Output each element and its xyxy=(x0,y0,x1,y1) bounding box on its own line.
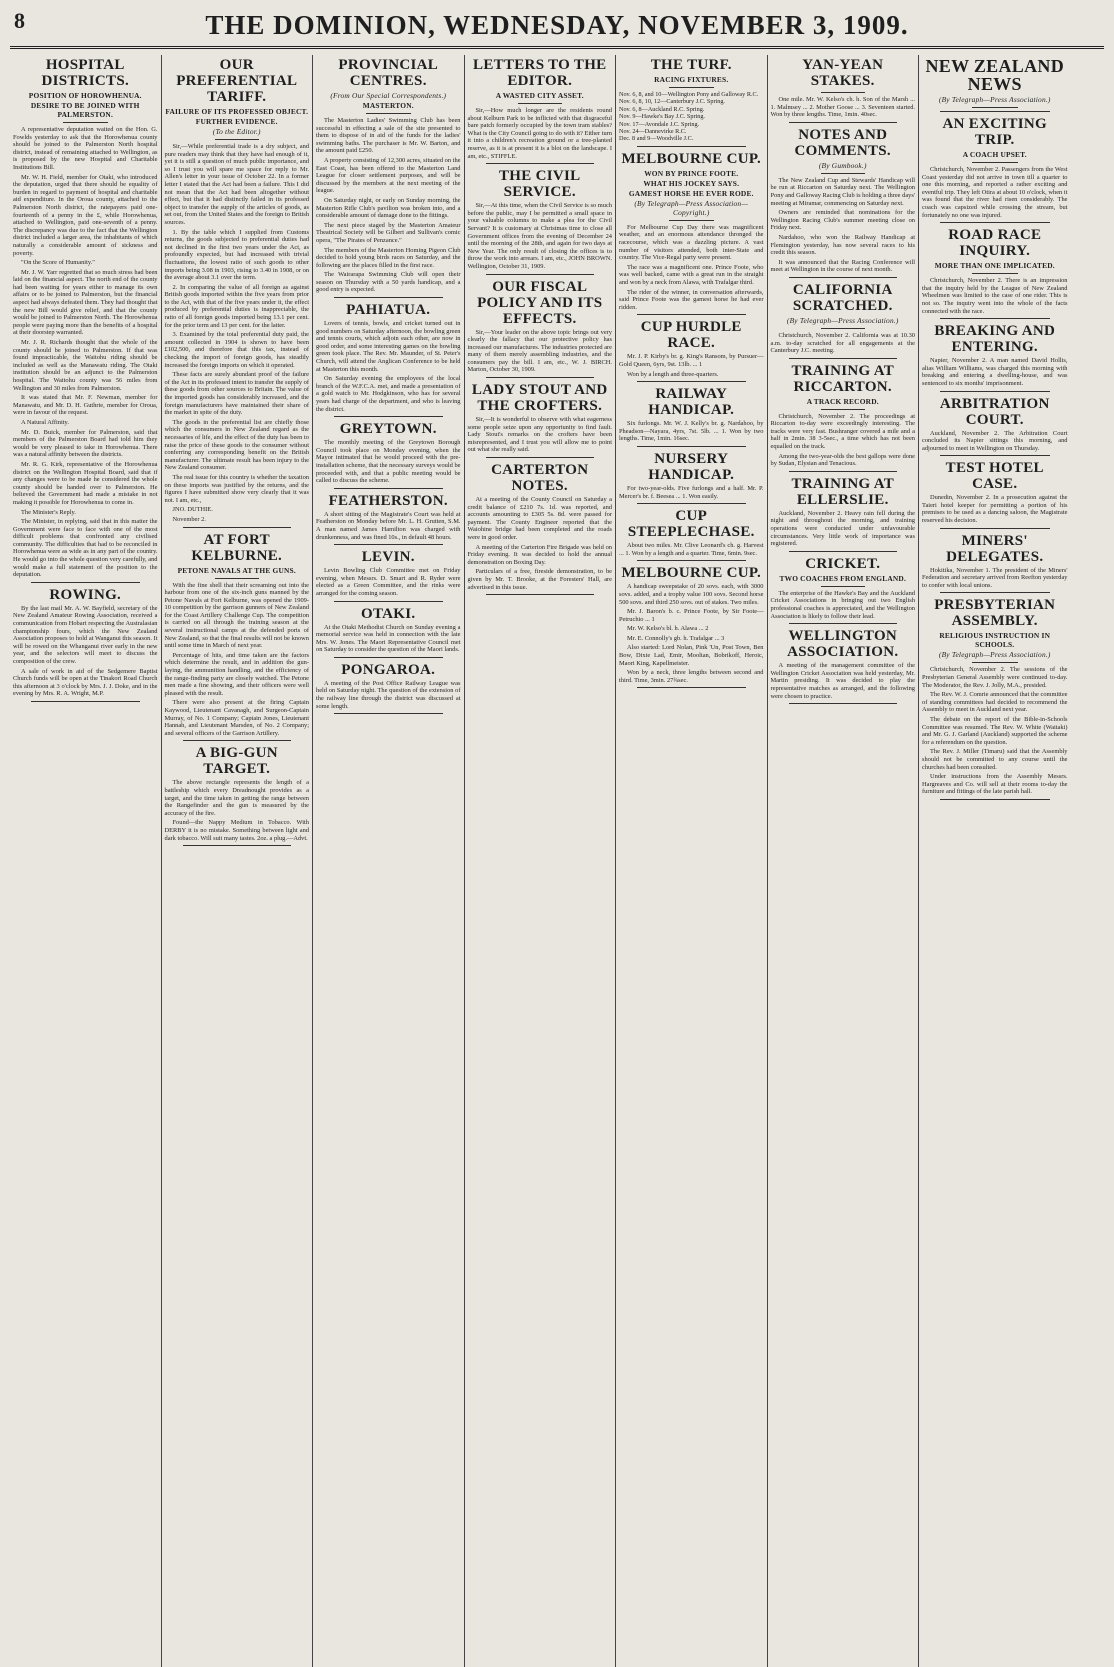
article-paragraph: The debate on the report of the Bible-in-Schools Committee was resumed. The Rev. W. White (Waitaki) and Mr. G. J. Garland (Auckland) supported the scheme for a referendum on the question. xyxy=(922,716,1068,746)
column-1 xyxy=(10,55,162,1667)
article-subheading: (By Telegraph—Press Association.) xyxy=(938,650,1051,660)
divider-rule xyxy=(637,687,746,688)
article-paragraph: Mr. W. Kelso's bl. h. Alawa ... 2 xyxy=(627,625,709,633)
divider-rule xyxy=(789,358,898,359)
article-paragraph: Also started: Lord Nolan, Pink 'Un, Post Town, Ben Bow, Dixie Lad, Emir, Mooltan, Bobrikoff, Heroic, Maori King, Kapellmeister. xyxy=(619,644,764,667)
article-paragraph: A sale of work in aid of the Sedgemere Baptist Church funds will be open at the Tinakori Road Church this afternoon at 3 o'clock by Mrs. J. J. Doke, and in the evening by Mrs. R. A. Wright, M.P. xyxy=(13,667,158,698)
article-heading: CUP HURDLE RACE. xyxy=(640,319,742,352)
divider-rule xyxy=(637,314,746,315)
divider-rule xyxy=(31,701,140,702)
article-heading: MINERS' DELEGATES. xyxy=(946,532,1044,565)
divider-rule xyxy=(183,740,292,741)
article-subheading: PETONE NAVALS AT THE GUNS. xyxy=(177,565,296,575)
article-paragraph: At the Otaki Methodist Church on Sunday evening a memorial service was held in connection with the late Mrs. W. Jones. The Maori Representative Council met on Saturday to consider the question of the Maori lands. xyxy=(316,623,461,654)
divider-rule xyxy=(669,220,714,221)
article-paragraph: Christchurch, November 2. There is an impression that the inquiry held by the League of New Zealand Wheelmen was limited to the case of one rider. This is not so. The inquiry went into the whole of the facts connected with the race. xyxy=(922,277,1068,315)
article-subheading: FAILURE OF ITS PROFESSED OBJECT. xyxy=(165,107,309,116)
divider-rule xyxy=(31,582,140,583)
article-paragraph: A meeting of the management committee of the Wellington Cricket Association was held yesterday, Mr. Martin presiding. It was decided to play the representative matches as arranged, and the following were chosen to practice. xyxy=(770,662,915,700)
article-paragraph: Mr. R. G. Kirk, representative of the Horowhenua district on the Wellington Hospital Board, said that if any changes were to be made he considered the whole county should be handed over to Palmerston. He believed the Government had made a mistake in not making it possible for Horowhenua to come in. xyxy=(13,460,158,506)
article-paragraph: The Minister, in replying, said that in this matter the Government were face to face with one of the most difficult problems that confronted any civilised community. The difficulties that had to be reconciled in Horowhenua were as wide as in any part of the country. He would go into the whole question very carefully, and would make a full statement of the position to the deputation. xyxy=(13,518,158,579)
divider-rule xyxy=(334,416,443,417)
article-paragraph: Mr. E. Connolly's gb. h. Trafalgar ... 3 xyxy=(627,634,725,642)
newspaper-title: THE DOMINION, WEDNESDAY, NOVEMBER 3, 1909. xyxy=(205,9,909,40)
article xyxy=(165,532,310,742)
article-paragraph: Found—the Nappy Medium in Tobacco. With DERBY it is no mistake. Something between light and dark tobacco. Will suit many tastes. 2oz. a plug.—Advt. xyxy=(164,819,309,842)
article-paragraph: The goods in the preferential list are chiefly those which the consumers in New Zealand regard as the necessaries of life, and the effect of the duty has been to raise the price of these goods to the consumer without conferring any corresponding benefit on the British manufacturer. The ultimate result has been injury to the New Zealand consumer. xyxy=(164,418,309,472)
divider-rule xyxy=(940,222,1050,223)
article-heading: A BIG-GUN TARGET. xyxy=(195,745,278,778)
article xyxy=(316,662,461,714)
fixture-line: Nov. 6, 8, and 10—Wellington Pony and Galloway R.C. xyxy=(619,91,759,98)
article-subheading: GAMEST HORSE HE EVER RODE. xyxy=(628,188,754,198)
column-4 xyxy=(465,55,617,1667)
fixture-line: Nov. 17—Avondale J.C. Spring. xyxy=(619,120,700,128)
article-paragraph: About two miles. Mr. Clive Leonard's ch. g. Harvest ... 1. Won by a length and a quarter. Time, 6min. 9sec. xyxy=(619,542,764,557)
article-paragraph: Napier, November 2. A man named David Hollis, alias William Williams, was charged this morning with breaking and entering a dwelling-house, and was sentenced to six months' imprisonment. xyxy=(922,357,1068,387)
article-subheading: A COACH UPSET. xyxy=(962,150,1027,159)
divider-rule xyxy=(366,113,411,114)
article-subheading: FURTHER EVIDENCE. xyxy=(195,117,278,126)
article-paragraph: One mile. Mr. W. Kelso's ch. h. Son of the Marsh ... 1. Malmsey ... 2. Mother Goose ... 3. Seventeen started. Won by three lengths. Time, 1min. 40sec. xyxy=(770,96,915,119)
divider-rule xyxy=(215,139,260,140)
article-heading: TEST HOTEL CASE. xyxy=(945,460,1044,493)
article-paragraph: Auckland, November 2. Heavy rain fell during the night and throughout the morning, and training operations were conducted under unfavourable circumstances. Very little work of importance was registered. xyxy=(770,509,915,548)
article-paragraph: Levin Bowling Club Committee met on Friday evening, when Messrs. D. Smart and R. Ryder were elected as a Green Committee, and the rinks were arranged for the coming season. xyxy=(316,567,461,597)
article-heading: CARTERTON NOTES. xyxy=(491,462,589,495)
article-paragraph: 3. Examined by the total preferential duty paid, the amount collected in 1904 is shown to have been £102,500, and therefore that this tax, instead of checking the import of foreign goods, has steadily increased the foreign imports on which it operated. xyxy=(164,331,309,369)
divider-rule xyxy=(789,277,898,278)
divider-rule xyxy=(940,391,1050,392)
article-heading: THE TURF. xyxy=(650,57,732,73)
divider-rule xyxy=(821,586,866,587)
article-heading: ARBITRATION COURT. xyxy=(939,395,1050,428)
article-heading: OUR FISCAL POLICY AND ITS EFFECTS. xyxy=(477,278,603,327)
article-heading: LETTERS TO THE EDITOR. xyxy=(473,57,607,89)
article-paragraph: Among the two-year-olds the best gallops were done by Sudan, Elysian and Tenacious. xyxy=(770,452,915,468)
article-paragraph: Sir,—While preferential trade is a dry subject, and pure readers may think that they have had enough of it, yet it is still a question of much public importance, and so I trust you will spare me space for reply to Mr. Allen's letter in your issue of October 22. In a former letter I stated that the Act had been a failure. This I did not mean that the Act had been altogether without effect, but that it had distinctly failed in its professed object to transfer the supply of the articles of goods, as set out, from the United States and the foreign to British sources. xyxy=(164,143,309,226)
article xyxy=(922,533,1068,594)
article-paragraph: Hokitika, November 1. The president of the Miners' Federation and secretary arrived from Reefton yesterday to confer with local unions. xyxy=(922,566,1068,589)
fixture-line: Nov. 6, 8—Auckland R.C. Spring. xyxy=(619,105,705,113)
article xyxy=(468,279,613,379)
divider-rule xyxy=(518,103,563,104)
article-heading: PROVINCIAL CENTRES. xyxy=(338,57,439,89)
article-subheading: WON BY PRINCE FOOTE. xyxy=(644,168,739,178)
divider-rule xyxy=(789,551,898,552)
divider-rule xyxy=(334,657,443,658)
article-subheading: (To the Editor.) xyxy=(212,127,261,136)
article-subheading: MASTERTON. xyxy=(362,101,414,110)
article xyxy=(316,302,461,417)
page-number: 8 xyxy=(14,8,25,33)
article xyxy=(619,565,764,688)
article-paragraph: 1. By the table which I supplied from Customs returns, the goods subjected to preferential duties had not declined in the first two years under the Act, as profoundly expected, but had increased with trivial fluctuations, the lowest ratio of such goods to other imports being 3.08 in 1903, rising to 3.40 in 1908, or on the average about 3.1 over the term. xyxy=(164,228,309,282)
article-paragraph: November 2. xyxy=(172,515,206,523)
columns-container xyxy=(10,55,1104,1667)
article-paragraph: The race was a magnificent one. Prince Foote, who was well backed, came with a great run in the straight and won by a neck from Alawa, with Trafalgar third. xyxy=(619,263,764,286)
article xyxy=(468,382,613,458)
article-paragraph: A representative deputation waited on the Hon. G. Fowlds yesterday to ask that the Horowhenua county should be joined to the Palmerston North hospital district, instead of remaining attached to Wellington, as is proposed by the new Hospital and Charitable Institutions Bill. xyxy=(13,126,158,171)
article-paragraph: Mr. J. R. Richards thought that the whole of the county should be joined to Palmerston. If that was found impracticable, the Waitohu riding should be included as well as the Manawatu riding. The Otaki institution should be an adjunct to the Palmerston hospital. The Waitohu county was 56 miles from Wellington and 30 miles from Palmerston. xyxy=(13,339,158,392)
article xyxy=(13,587,158,702)
divider-rule xyxy=(940,455,1050,456)
divider-rule xyxy=(63,122,108,123)
article-paragraph: The real issue for this country is whether the taxation on these imports was justified by the returns, and the figures I have submitted show very clearly that it was not. I am, etc., xyxy=(164,473,309,504)
article-paragraph: Sir,—At this time, when the Civil Service is so much before the public, may I be permitted a small space in your valuable columns to make a plea for the Civil Servant? It is customary at Christmas time to close all Government offices from the evening of December 24 until the morning of the 28th, and again for two days at New Year. The only result of closing the offices is to throw the work into arrears. I am, etc., JOHN BROWN. Wellington, October 31, 1909. xyxy=(467,202,612,270)
article-paragraph: With the fine shell that their screaming out into the harbour from one of the six-inch guns manned by the Petone Navals at Fort Kelburne, was opened the 1909-10 competition by the garrison gunners of New Zealand for the Coast Artillery Challenge Cup. The competition is carried on all through the training season at the several instructional camps at the defended ports of New Zealand, so that the final results will not be known until some time in March of next year. xyxy=(164,581,309,650)
column-3 xyxy=(313,55,465,1667)
divider-rule xyxy=(637,146,746,147)
article-subheading: (By Telegraph—Press Association.) xyxy=(786,315,899,325)
article-paragraph: Christchurch, November 2. California was at 10.30 a.m. to-day scratched for all engagements at the Canterbury J.C. meeting. xyxy=(770,331,915,355)
article-paragraph: Auckland, November 2. The Arbitration Court concluded its Napier sittings this morning, and adjourned to meet in Wellington on Thursday. xyxy=(922,429,1068,452)
article-paragraph: A Natural Affinity. xyxy=(21,418,69,426)
article-heading: CRICKET. xyxy=(805,555,881,572)
article-paragraph: The Rev. W. J. Comrie announced that the committee of standing committees had decided to recommend the Assembly to meet in Auckland next year. xyxy=(922,691,1068,714)
article xyxy=(468,168,613,274)
divider-rule xyxy=(637,381,746,382)
article xyxy=(619,508,764,561)
divider-rule xyxy=(334,297,443,298)
article-heading: NOTES AND COMMENTS. xyxy=(794,126,891,159)
article xyxy=(619,151,764,316)
divider-rule xyxy=(972,162,1018,163)
article xyxy=(922,460,1068,528)
article-heading: CUP STEEPLECHASE. xyxy=(627,508,755,541)
article-paragraph: On Saturday evening the employees of the local branch of the W.F.C.A. met, and made a presentation of a gold watch to Mr. Hodgkinson, who has for several years had charge of the department, and who is leaving the district. xyxy=(316,375,461,413)
article-paragraph: Mr. W. H. Field, member for Otaki, who introduced the deputation, urged that there should be equality of burden in regard to payment of hospital and charitable aid expenditure. In the Oroua county, attached to the Palmerston North district, the ratepayers paid one-fourteenth of a penny in the £, while Horowhenua, attached to Wellington, paid one-seventh of a penny. The discrepancy was due to the fact that the Wellington district included a larger area, the inhabitants of which naturally a considerable amount of sickness and poverty. xyxy=(13,173,158,257)
divider-rule xyxy=(972,662,1018,663)
article xyxy=(771,282,916,359)
divider-rule xyxy=(669,87,714,88)
article-paragraph: Mr. J. Baron's b. c. Prince Foote, by Sir Foote—Petruchio ... 1 xyxy=(619,608,764,623)
divider-rule xyxy=(940,318,1050,319)
article-heading: ROAD RACE INQUIRY. xyxy=(948,227,1042,260)
article-heading: TRAINING AT RICCARTON. xyxy=(791,362,895,395)
article-heading: OUR PREFERENTIAL TARIFF. xyxy=(176,57,298,105)
article xyxy=(771,556,916,624)
article-paragraph: A property consisting of 12,300 acres, situated on the East Coast, has been offered to the Masterton Land League for closer settlement purposes, and will be discussed by the members at the next meeting of the league. xyxy=(316,156,461,195)
article-heading: LADY STOUT AND THE CROFTERS. xyxy=(471,382,608,415)
article-heading: LEVIN. xyxy=(361,549,415,566)
article-paragraph: The enterprise of the Hawke's Bay and the Auckland Cricket Associations in bringing out two English professional coaches is appreciated, and the Wellington Association is likely to follow their lead. xyxy=(770,589,915,620)
article-paragraph: The New Zealand Cup and Stewards' Handicap will be run at Riccarton on Saturday next. The Wellington Pony and Galloway Racing Club is holding a three days' meeting at Miramar, commencing on Saturday next. xyxy=(770,176,915,207)
article-subheading: (By Gumbook.) xyxy=(818,160,867,170)
fixture-line: Nov. 9—Hawke's Bay J.C. Spring. xyxy=(619,113,705,121)
article-subheading: (From Our Special Correspondents.) xyxy=(330,91,447,100)
divider-rule xyxy=(334,601,443,602)
divider-rule xyxy=(334,544,443,545)
article-subheading: DESIRE TO BE JOINED WITH PALMERSTON. xyxy=(30,101,140,119)
divider-rule xyxy=(183,527,292,528)
divider-rule xyxy=(486,377,595,378)
article-heading: WELLINGTON ASSOCIATION. xyxy=(787,628,899,661)
article-heading: OTAKI. xyxy=(361,605,416,622)
article xyxy=(316,606,461,658)
article-paragraph: It was announced that the Racing Conference will meet at Wellington in the course of next month. xyxy=(770,258,915,274)
article-paragraph: JNO. DUTHIE. xyxy=(172,506,213,514)
article xyxy=(922,396,1068,457)
article-paragraph: Won by a length and three-quarters. xyxy=(627,370,719,378)
article-paragraph: It was stated that Mr. F. Newman, member for Manawatu, and Mr. D. H. Guthrie, member for Oroua, were in favour of the request. xyxy=(13,394,158,417)
article-heading: PAHIATUA. xyxy=(346,302,431,319)
article-paragraph: A handicap sweepstake of 20 sovs. each, with 3000 sovs. added, and a trophy value 100 sovs. Second horse 500 sovs. and third 250 sovs. out of stakes. Two miles. xyxy=(619,583,764,606)
article-paragraph: The next piece staged by the Masterton Amateur Theatrical Society will be Gilbert and Sullivan's comic opera, "The Pirates of Penzance." xyxy=(316,221,461,244)
article xyxy=(316,549,461,601)
article-paragraph: Nardahoo, who won the Railway Handicap at Flemington yesterday, has now several races to his credit this season. xyxy=(770,233,915,257)
column-5 xyxy=(616,55,768,1667)
article-paragraph: On Saturday night, or early on Sunday morning, the Masterton Rifle Club's pavilion was broken into, and a considerable amount of damage done to the fittings. xyxy=(316,196,461,220)
article-heading: PONGAROA. xyxy=(341,661,436,678)
article xyxy=(771,628,916,704)
divider-rule xyxy=(821,328,866,329)
article-subheading: A TRACK RECORD. xyxy=(806,396,879,406)
article-heading: THE CIVIL SERVICE. xyxy=(499,168,581,201)
divider-rule xyxy=(486,594,595,595)
article xyxy=(771,57,916,123)
article-paragraph: A meeting of the Carterton Fire Brigade was held on Friday evening. It was decided to hold the annual demonstration on Boxing Day. xyxy=(467,543,612,566)
divider-rule xyxy=(183,845,292,846)
article-heading: GREYTOWN. xyxy=(339,421,437,438)
article xyxy=(316,421,461,489)
article-paragraph: The Rev. J. Miller (Timaru) said that the Assembly should not be committed to any course until the churches had been consulted. xyxy=(922,748,1068,771)
article xyxy=(619,57,764,147)
article xyxy=(922,597,1068,800)
divider-rule xyxy=(821,409,866,410)
article-subheading: (By Telegraph—Press Association—Copyright.) xyxy=(634,198,749,217)
article-heading: AT FORT KELBURNE. xyxy=(191,531,283,564)
divider-rule xyxy=(789,471,898,472)
article-paragraph: The Masterton Ladies' Swimming Club has been successful in effecting a sale of the site presented to them to dispose of in aid of the funds for the ladies' swimming baths. The purchaser is Mr. W. Barton, and the amount paid £250. xyxy=(316,117,461,155)
divider-rule xyxy=(637,560,746,561)
article-paragraph: Sir,—How much longer are the residents round about Kelburn Park to be inflicted with that disgraceful bare patch formerly occupied by the town tram stables? What is the City Council going to do with it? Either turn it into a children's recreation ground or a tree-planted reserve, as it is at present it is a blot on the landscape. I am, etc., STIFFLE. xyxy=(467,107,612,160)
article xyxy=(922,323,1068,391)
article-heading: CALIFORNIA SCRATCHED. xyxy=(792,281,893,314)
article xyxy=(922,227,1068,319)
article-heading: MELBOURNE CUP. xyxy=(621,150,761,167)
article xyxy=(619,451,764,504)
article xyxy=(619,386,764,447)
divider-rule xyxy=(940,799,1050,800)
article-heading: PRESBYTERIAN ASSEMBLY. xyxy=(934,597,1056,630)
column-6 xyxy=(768,55,920,1667)
divider-rule xyxy=(789,703,898,704)
article-subheading: A WASTED CITY ASSET. xyxy=(495,91,584,100)
article-subheading: MORE THAN ONE IMPLICATED. xyxy=(934,261,1055,271)
article-subheading: (By Telegraph—Press Association.) xyxy=(938,95,1051,104)
divider-rule xyxy=(486,274,595,275)
column-7 xyxy=(919,55,1071,1667)
article-paragraph: For Melbourne Cup Day there was magnificent weather, and an enormous attendance thronged the racecourse, which was a dazzling picture. A vast number of visitors attended, both inter-State and country. The Vice-Regal party were present. xyxy=(619,223,764,262)
article-paragraph: Sir,—Your leader on the above topic brings out very clearly the fallacy that our protective policy has increased our manufactures. The industries protected are many of them merely assembling industries, and the consumers pay the bill. I am, etc., W. J. BIRCH. Marton, October 30, 1909. xyxy=(467,328,612,374)
article-paragraph: The Minister's Reply. xyxy=(21,508,76,516)
article xyxy=(13,57,158,583)
article-paragraph: There were also present at the firing Captain Kaywood, Lieutenant Cavanagh, and Surgeon-Captain Murray, of No. 1 Company; Captain Jones, Lieutenant Hannah, and Lieutenant Marsden, of No. 2 Company; and several officers of the Garrison Artillery. xyxy=(164,699,309,737)
article-paragraph: Six furlongs. Mr. W. J. Kelly's br. g. Nardahoo, by Pheadson—Nayara, 4yrs, 7st. 5lb. ... 1. Won by two lengths. Time, 1min. 16sec. xyxy=(619,420,764,443)
article-heading: RAILWAY HANDICAP. xyxy=(648,386,735,419)
article xyxy=(468,462,613,595)
article-heading: MELBOURNE CUP. xyxy=(621,565,761,582)
divider-rule xyxy=(821,92,866,93)
divider-rule xyxy=(940,592,1050,593)
divider-rule xyxy=(486,163,595,164)
divider-rule xyxy=(789,122,898,123)
divider-rule xyxy=(334,488,443,489)
divider-rule xyxy=(215,578,260,579)
divider-rule xyxy=(821,173,866,174)
divider-rule xyxy=(972,107,1018,108)
article-paragraph: Owners are reminded that nominations for the Wellington Racing Club's summer meeting close on Friday next. xyxy=(770,209,915,232)
article-heading: NURSERY HANDICAP. xyxy=(648,450,735,483)
article xyxy=(316,57,461,298)
article-heading: NEW ZEALAND NEWS xyxy=(925,56,1064,94)
article-paragraph: At a meeting of the County Council on Saturday a credit balance of £210 7s. 1d. was reported, and accounts amounting to £305 5s. 8d. were passed for payment. The County Engineer reported that the Waiohine bridge had been completed and the roads were in good order. xyxy=(467,496,612,541)
article xyxy=(468,57,613,164)
article-paragraph: "On the Score of Humanity." xyxy=(21,259,95,267)
article-subheading: WHAT HIS JOCKEY SAYS. xyxy=(643,178,740,188)
article-paragraph: For two-year-olds. Five furlongs and a half. Mr. P. Mercer's br. f. Beesea ... 1. Won easily. xyxy=(619,484,764,500)
article xyxy=(165,57,310,528)
article-paragraph: Percentage of hits, and time taken are the factors which determine the result, and in addition the gun-laying, the ammunition handling, and the efficiency of the range-finding party are closely watched. The Petone men made a fine showing, and their officers were well pleased with the result. xyxy=(164,651,309,697)
column-2 xyxy=(162,55,314,1667)
article-heading: YAN-YEAN STAKES. xyxy=(802,57,884,89)
article-paragraph: Christchurch, November 2. The proceedings at Riccarton to-day were exceedingly interesting. The tracks were very fast. Bushranger covered a mile and a half in 2min. 38 3-5sec., a time which has not been equalled on the track. xyxy=(770,412,915,451)
article xyxy=(619,319,764,382)
article-paragraph: These facts are surely abundant proof of the failure of the Act in its professed intent to transfer the supply of these goods from other sources to Britain. The value of the imported goods has considerably increased, and the foreign manufacturers have maintained their share of the market in spite of the duty. xyxy=(164,371,309,417)
article-paragraph: Particulars of a free, fireside demonstration, to be given by Mr. T. Brooke, at the Foresters' Hall, are advertised in this issue. xyxy=(467,568,612,591)
article-paragraph: The Wairarapa Swimming Club will open their season on Thursday with a 50 yards handicap, and a good entry is expected. xyxy=(316,271,461,294)
article-paragraph: A short sitting of the Magistrate's Court was held at Featherston on Monday before Mr. L. H. Grutten, S.M. A man named James Hamilton was charged with drunkenness, and was fined 10s., in default 48 hours. xyxy=(316,510,461,541)
article xyxy=(771,476,916,552)
article-paragraph: Lovers of tennis, bowls, and cricket turned out in good numbers on Saturday afternoon, the bowling green and tennis courts, which adjoin each other, are now in good order, and some interesting games on the bowling green took place. The Rev. Mr. Maunder, of St. Peter's Church, will attend the Anglican Conference to be held at Masterton this month. xyxy=(316,320,461,373)
divider-rule xyxy=(789,623,898,624)
article xyxy=(771,363,916,472)
article-subheading: RACING FIXTURES. xyxy=(654,75,729,84)
article-paragraph: 2. In comparing the value of all foreign as against British goods imported within the five years from prior to the Act, with that of the five years under it, the effect produced by preferential duties is inappreciable, the ratio of all foreign goods imported being 13.1 per cent. for the prior term and 13 per cent. for the latter. xyxy=(164,283,309,329)
divider-rule xyxy=(940,528,1050,529)
article-heading: AN EXCITING TRIP. xyxy=(942,116,1048,148)
article-paragraph: Mr. J. P. Kirby's br. g. King's Ransom, by Pursuer—Gold Queen, 6yrs, 9st. 13lb. ... 1 xyxy=(619,353,764,368)
fixture-line: Nov. 6, 8, 10, 12—Canterbury J.C. Spring. xyxy=(619,98,725,106)
article-heading: BREAKING AND ENTERING. xyxy=(934,323,1056,356)
article-paragraph: A meeting of the Post Office Railway League was held on Saturday night. The question of the extension of the railway line through the district was discussed at some length. xyxy=(316,679,461,710)
divider-rule xyxy=(972,273,1018,274)
article-paragraph: Under instructions from the Assembly Messrs. Hargreaves and Co. will sell at their rooms to-day the furniture and fittings of the late parish hall. xyxy=(922,773,1068,796)
fixture-line: Dec. 8 and 9—Woodville J.C. xyxy=(619,135,694,143)
divider-rule xyxy=(637,446,746,447)
divider-rule xyxy=(637,503,746,504)
article-heading: TRAINING AT ELLERSLIE. xyxy=(791,475,895,508)
article-paragraph: Won by a neck, three lengths between second and third. Time, 3min. 27¾sec. xyxy=(619,669,764,684)
article-subheading: RELIGIOUS INSTRUCTION IN SCHOOLS. xyxy=(939,631,1051,650)
article-subheading: POSITION OF HOROWHENUA. xyxy=(28,91,142,100)
article-paragraph: Christchurch, November 2. Passengers from the West Coast yesterday did not arrive in town till a quarter to one this morning, and reported a rather exciting and eventful trip. They left Otira at about 10 o'clock, when it was found that the river had risen considerably. The coach was capsized while crossing the stream, but fortunately no one was injured. xyxy=(922,166,1068,219)
article xyxy=(165,745,310,846)
article-heading: FEATHERSTON. xyxy=(328,492,448,509)
article-paragraph: Mr. J. W. Yarr regretted that so much stress had been laid on the financial aspect. The north end of the county had been waiting for years either to manage its own affairs or to be joined to Palmerston, but the financial aspect had always defeated them. They had thought that the new Bill would give relief, and that the county would be joined to Palmerston North. The Horowhenua people were paying more than the benefits of a hospital at their doorstep warranted. xyxy=(13,268,158,337)
article-subheading: TWO COACHES FROM ENGLAND. xyxy=(779,573,907,583)
article-paragraph: The rider of the winner, in conversation afterwards, said Prince Foote was the gamest horse he had ever ridden. xyxy=(619,288,764,311)
masthead xyxy=(10,4,1104,49)
article xyxy=(316,493,461,545)
article-paragraph: Dunedin, November 2. In a prosecution against the Taieri hotel keeper for permitting a portion of his premises to be used as a dancing saloon, the Magistrate reserved his decision. xyxy=(922,494,1068,525)
article-paragraph: Mr. D. Buick, member for Palmerston, said that members of the Palmerston Board had told him they would be very pleased to take in Horowhenua. There was a natural affinity between the districts. xyxy=(13,428,158,459)
divider-rule xyxy=(334,713,443,714)
article-paragraph: Sir,—It is wonderful to observe with what eagerness some people seize upon any opportunity to find fault. Lady Stout's remarks on the crofters have been misrepresented, and I trust you will allow me to point out what she really said. xyxy=(467,416,612,454)
article xyxy=(922,57,1068,112)
article-heading: HOSPITAL DISTRICTS. xyxy=(41,57,130,89)
article xyxy=(922,116,1068,223)
article-paragraph: The above rectangle represents the length of a battleship which every Dreadnought provides as a target, and the time taken in getting the range between the Rangefinder and the gun is measured by the accuracy of the fire. xyxy=(164,779,309,817)
article-paragraph: The monthly meeting of the Greytown Borough Council took place on Monday evening, when the Mayor intimated that he would proceed with the pre-installation scheme, that the necessary surveys would be proceeded with, and that a public meeting would be called to discuss the scheme. xyxy=(316,439,461,485)
article-paragraph: The members of the Masterton Homing Pigeon Club decided to hold young birds races on Saturday, and the following are the places filled in the first race. xyxy=(316,246,461,269)
divider-rule xyxy=(486,457,595,458)
article xyxy=(771,127,916,278)
article-paragraph: Christchurch, November 2. The sessions of the Presbyterian General Assembly were continued to-day. The Moderator, the Rev. J. Jolly, M.A., presided. xyxy=(922,666,1068,689)
article-heading: ROWING. xyxy=(49,586,122,603)
fixture-line: Nov. 24—Dannevirke R.C. xyxy=(619,128,687,136)
article-paragraph: By the last mail Mr. A. W. Bayfield, secretary of the New Zealand Amateur Rowing Association, received a communication from Hobart respecting the Australasian championship fours, which the New Zealand Association proposes to hold at Wanganui this season. It will be rowed on the Whanganui river early in the new year, and the selectors will meet to discuss the composition of the crew. xyxy=(13,604,158,665)
divider-rule xyxy=(940,111,1050,112)
